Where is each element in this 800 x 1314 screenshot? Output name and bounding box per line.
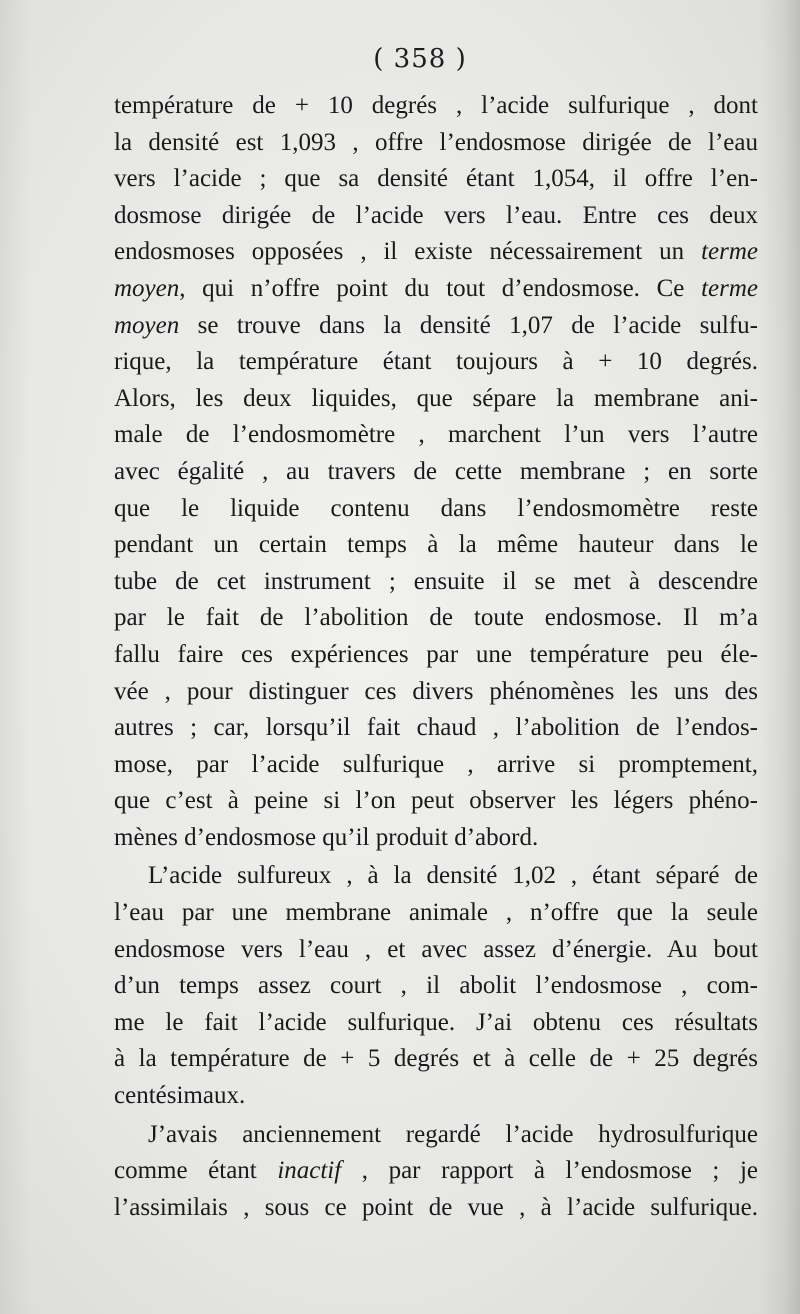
spine-shading bbox=[760, 0, 800, 1314]
text-line: température de + 10 degrés , l’acide sulfurique , dont bbox=[114, 92, 758, 119]
page-edge-shading bbox=[0, 0, 30, 1314]
paragraph-3 bbox=[114, 1117, 758, 1227]
italic-term: inactif bbox=[277, 1157, 342, 1185]
text-line: tube de cet instrument ; ensuite il se met à descendre bbox=[114, 567, 758, 595]
text-line: vée , pour distinguer ces divers phénomènes les uns des bbox=[114, 677, 758, 705]
italic-term: moyen bbox=[114, 274, 180, 302]
page-number: ( 358 ) bbox=[373, 44, 467, 74]
text-line: moyen se trouve dans la densité 1,07 de l’acide sulfu- bbox=[114, 311, 758, 339]
text-line: avec égalité , au travers de cette membrane ; en sorte bbox=[114, 457, 758, 485]
text-line: dosmose dirigée de l’acide vers l’eau. Entre ces deux bbox=[114, 201, 758, 229]
text-line: l’eau par une membrane animale , n’offre que la seule bbox=[114, 899, 758, 927]
text-line: centésimaux. bbox=[114, 1082, 246, 1110]
text-line: l’assimilais , sous ce point de vue , à l’acide sulfurique. bbox=[114, 1193, 758, 1221]
text-line: mose, par l’acide sulfurique , arrive si promptement, bbox=[114, 750, 758, 778]
italic-term: terme bbox=[701, 274, 758, 302]
body-text bbox=[114, 88, 758, 1226]
text-line: J’avais anciennement regardé l’acide hydrosulfurique bbox=[148, 1120, 758, 1148]
text-line: que le liquide contenu dans l’endosmomètre reste bbox=[114, 494, 758, 522]
italic-term: terme bbox=[701, 238, 758, 266]
text-line: endosmose vers l’eau , et avec assez d’énergie. Au bout bbox=[114, 935, 758, 963]
text-line: pendant un certain temps à la même hauteur dans le bbox=[114, 531, 758, 559]
text-line: d’un temps assez court , il abolit l’endosmose , com- bbox=[114, 972, 758, 1000]
text-line: rique, la température étant toujours à + 10 degrés. bbox=[114, 348, 758, 376]
text-line: mènes d’endosmose qu’il produit d’abord. bbox=[114, 823, 539, 851]
text-line: vers l’acide ; que sa densité étant 1,054, il offre l’en- bbox=[114, 165, 758, 193]
text-line: endosmoses opposées , il existe nécessairement un terme bbox=[114, 238, 758, 266]
text-line: comme étant inactif , par rapport à l’endosmose ; je bbox=[114, 1157, 758, 1185]
paragraph-2 bbox=[114, 858, 758, 1114]
text-line: par le fait de l’abolition de toute endosmose. Il m’a bbox=[114, 604, 758, 632]
text-line: moyen, qui n’offre point du tout d’endosmose. Ce terme bbox=[114, 274, 758, 302]
text-line: Alors, les deux liquides, que sépare la membrane ani- bbox=[114, 384, 758, 412]
text-line: que c’est à peine si l’on peut observer les légers phéno- bbox=[114, 787, 758, 815]
text-line: male de l’endosmomètre , marchent l’un vers l’autre bbox=[114, 421, 758, 449]
text-line: à la température de + 5 degrés et à celle de + 25 degrés bbox=[114, 1045, 758, 1073]
text-line: fallu faire ces expériences par une température peu éle- bbox=[114, 640, 758, 668]
text-line: la densité est 1,093 , offre l’endosmose dirigée de l’eau bbox=[114, 128, 758, 156]
paragraph-1 bbox=[114, 88, 758, 856]
text-line: autres ; car, lorsqu’il fait chaud , l’abolition de l’endos- bbox=[114, 714, 758, 742]
italic-term: moyen bbox=[114, 311, 180, 339]
text-line: L’acide sulfureux , à la densité 1,02 , étant séparé de bbox=[148, 862, 758, 890]
text-line: me le fait l’acide sulfurique. J’ai obtenu ces résultats bbox=[114, 1008, 758, 1036]
